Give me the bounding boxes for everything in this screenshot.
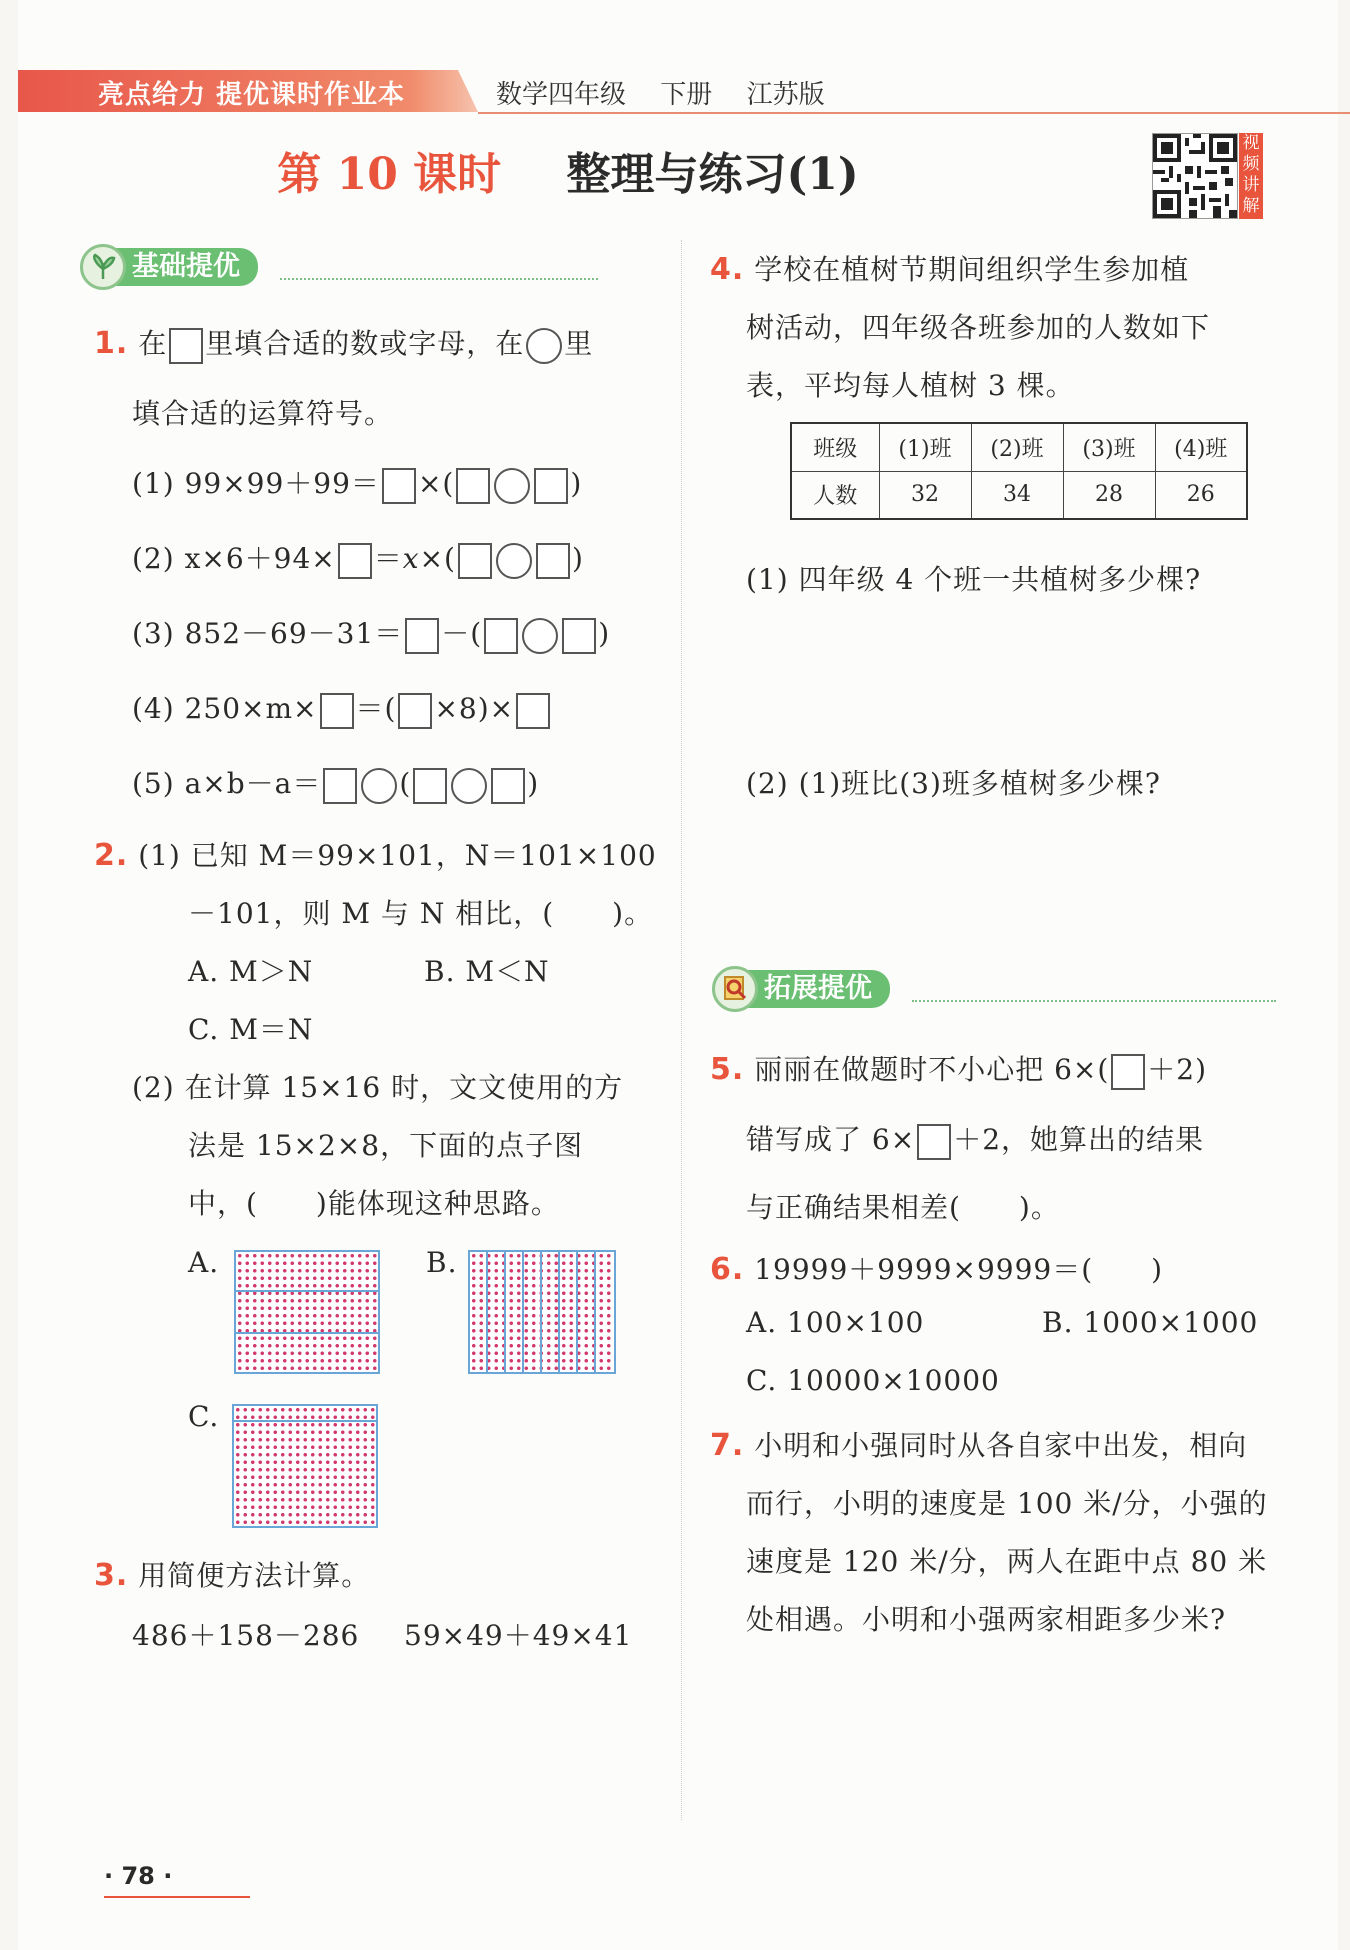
operator-circle[interactable] — [361, 768, 397, 804]
answer-box[interactable] — [536, 543, 570, 579]
answer-box[interactable] — [413, 768, 447, 804]
q4-sub1: (1) 四年级 4 个班一共植树多少棵? — [746, 563, 1202, 596]
section-divider — [280, 278, 598, 280]
grade-label: 数学四年级 — [496, 80, 627, 110]
answer-box[interactable] — [534, 468, 568, 504]
q3-expr-2: 59×49＋49×41 — [404, 1619, 633, 1652]
class-count-table — [790, 422, 1248, 520]
grid-label-a: A. — [188, 1246, 220, 1279]
q5-text-d: ＋2，她算出的结果 — [953, 1123, 1205, 1156]
grid-b-split — [540, 1250, 542, 1374]
q2-option-a[interactable]: A. M＞N — [188, 955, 314, 988]
item-label: (1) — [132, 467, 175, 500]
q1-stem-c: 里 — [564, 327, 594, 360]
answer-box[interactable] — [338, 543, 372, 579]
answer-box[interactable] — [1111, 1054, 1145, 1090]
q7-line3: 速度是 120 米/分，两人在距中点 80 米 — [746, 1545, 1268, 1578]
operator-circle[interactable] — [496, 543, 532, 579]
section-extend — [712, 966, 1278, 1012]
grid-b-split — [486, 1250, 488, 1374]
q3-number: 3. — [94, 1558, 129, 1593]
page-title — [18, 138, 1118, 202]
q7-line1 — [710, 1424, 1247, 1464]
item-expr: 852－69－31＝ — [184, 617, 404, 650]
answer-box[interactable] — [398, 693, 432, 729]
answer-circle-sample — [526, 328, 562, 364]
table-row — [791, 471, 1247, 519]
answer-box[interactable] — [484, 618, 518, 654]
item-expr: x×6＋94× — [184, 542, 336, 575]
dot-grid-a[interactable] — [234, 1250, 380, 1374]
lesson-number: 第 10 课时 — [277, 149, 502, 200]
q7-number: 7. — [710, 1428, 745, 1463]
answer-box[interactable] — [516, 693, 550, 729]
grid-b-split — [504, 1250, 506, 1374]
answer-box-sample — [169, 328, 203, 364]
grid-label-b: B. — [426, 1246, 458, 1279]
table-header-cell: (4)班 — [1155, 423, 1247, 471]
lesson-name: 整理与练习(1) — [566, 149, 859, 200]
q4-sub2: (2) (1)班比(3)班多植树多少棵? — [746, 767, 1161, 800]
q1-item-4: (4) 250×m× ＝( ×8)× — [132, 687, 552, 729]
q1-item-2: (2) x×6＋94× ＝x×( ) — [132, 537, 584, 579]
answer-box[interactable] — [491, 768, 525, 804]
q1-number: 1. — [94, 326, 129, 361]
table-header-cell: 班级 — [791, 423, 879, 471]
q2-option-c[interactable]: C. M＝N — [188, 1013, 314, 1046]
item-expr: 250×m× — [184, 692, 318, 725]
q6-number: 6. — [710, 1252, 745, 1287]
operator-circle[interactable] — [522, 618, 558, 654]
grid-b-split — [576, 1250, 578, 1374]
table-header-cell: (2)班 — [971, 423, 1063, 471]
q2-part1-line2: －101，则 M 与 N 相比，( )。 — [188, 897, 654, 930]
table-cell: 26 — [1155, 471, 1247, 519]
q1-stem-line1 — [94, 322, 593, 364]
section-extend-label: 拓展提优 — [742, 970, 890, 1008]
q7-text: 小明和小强同时从各自家中出发，相向 — [754, 1429, 1248, 1462]
q4-line2: 树活动，四年级各班参加的人数如下 — [746, 311, 1211, 344]
q3-expr-1: 486＋158－286 — [132, 1619, 360, 1652]
q5-text-a: 丽丽在做题时不小心把 6×( — [754, 1053, 1110, 1086]
operator-circle[interactable] — [494, 468, 530, 504]
grid-b-split — [594, 1250, 596, 1374]
edition-label: 江苏版 — [746, 80, 825, 110]
table-cell: 34 — [971, 471, 1063, 519]
q2-option-b[interactable]: B. M＜N — [424, 955, 550, 988]
answer-box[interactable] — [323, 768, 357, 804]
grid-c-split — [232, 1420, 378, 1422]
answer-box[interactable] — [320, 693, 354, 729]
q5-line1 — [710, 1048, 1207, 1090]
table-row-label: 人数 — [791, 471, 879, 519]
workbook-page — [18, 0, 1338, 1950]
grid-b-split — [558, 1250, 560, 1374]
grid-a-split — [234, 1290, 380, 1292]
dot-grid-c[interactable] — [232, 1404, 378, 1528]
q4-line1 — [710, 248, 1189, 288]
q3-text: 用简便方法计算。 — [138, 1559, 371, 1592]
item-expr: a×b－a＝ — [184, 767, 322, 800]
video-tag[interactable]: 视频讲解 — [1239, 133, 1263, 219]
q5-text-c: 错写成了 6× — [746, 1123, 916, 1156]
q1-stem-a: 在 — [138, 327, 168, 360]
q2-part2-line2: 法是 15×2×8，下面的点子图 — [188, 1129, 584, 1162]
q2-part2-line1: (2) 在计算 15×16 时，文文使用的方 — [132, 1071, 624, 1104]
book-meta — [496, 74, 851, 111]
q7-line4: 处相遇。小明和小强两家相距多少米? — [746, 1603, 1227, 1636]
q4-text: 学校在植树节期间组织学生参加植 — [754, 253, 1190, 286]
q5-number: 5. — [710, 1052, 745, 1087]
grid-label-c: C. — [188, 1400, 220, 1433]
answer-box[interactable] — [382, 468, 416, 504]
q6-stem — [710, 1248, 1163, 1288]
q4-number: 4. — [710, 252, 745, 287]
table-header-cell: (3)班 — [1063, 423, 1155, 471]
q5-line3: 与正确结果相差( )。 — [746, 1191, 1060, 1224]
item-label: (5) — [132, 767, 175, 800]
column-divider — [681, 240, 682, 1820]
answer-box[interactable] — [456, 468, 490, 504]
q1-stem-line2: 填合适的运算符号。 — [132, 397, 394, 430]
table-cell: 28 — [1063, 471, 1155, 519]
q2-part2-line3: 中，( )能体现这种思路。 — [188, 1187, 560, 1220]
answer-box[interactable] — [917, 1124, 951, 1160]
page-number-underline — [104, 1896, 250, 1898]
volume-label: 下册 — [660, 80, 713, 110]
q7-line2: 而行，小明的速度是 100 米/分，小强的 — [746, 1487, 1268, 1520]
q6-option-b[interactable]: B. 1000×1000 — [1042, 1306, 1259, 1339]
q2-part1-line1 — [94, 834, 657, 874]
section-divider — [912, 1000, 1276, 1002]
q1-item-5: (5) a×b－a＝ ( ) — [132, 762, 539, 804]
q6-option-c[interactable]: C. 10000×10000 — [746, 1364, 1000, 1397]
q3-stem — [94, 1554, 370, 1594]
q1-item-1: (1) 99×99＋99＝ ×( ) — [132, 462, 582, 504]
answer-box[interactable] — [458, 543, 492, 579]
q1-stem-b: 里填合适的数或字母，在 — [205, 327, 525, 360]
item-label: (4) — [132, 692, 175, 725]
answer-box[interactable] — [562, 618, 596, 654]
series-title: 亮点给力 提优课时作业本 — [98, 80, 406, 110]
grid-a-split — [234, 1332, 380, 1334]
item-expr: 99×99＋99＝ — [184, 467, 380, 500]
table-header-cell: (1)班 — [879, 423, 971, 471]
section-basic — [80, 244, 600, 290]
grid-b-split — [522, 1250, 524, 1374]
q6-option-a[interactable]: A. 100×100 — [746, 1306, 925, 1339]
table-header-row — [791, 423, 1247, 471]
q4-line3: 表，平均每人植树 3 棵。 — [746, 369, 1075, 402]
qr-code-icon[interactable] — [1152, 133, 1238, 219]
q2-number: 2. — [94, 838, 129, 873]
q6-text: 19999＋9999×9999＝( ) — [754, 1253, 1164, 1286]
page-number: · 78 · — [104, 1862, 173, 1890]
item-label: (3) — [132, 617, 175, 650]
magnifier-icon — [712, 966, 758, 1012]
header-rule — [478, 112, 1350, 114]
operator-circle[interactable] — [451, 768, 487, 804]
q5-line2 — [746, 1118, 1204, 1160]
section-basic-label: 基础提优 — [110, 248, 258, 286]
answer-box[interactable] — [405, 618, 439, 654]
q1-item-3: (3) 852－69－31＝ －( ) — [132, 612, 610, 654]
table-cell: 32 — [879, 471, 971, 519]
plant-icon — [80, 244, 126, 290]
q2-p1-text: (1) 已知 M＝99×101，N＝101×100 — [138, 839, 657, 872]
item-label: (2) — [132, 542, 175, 575]
q5-text-b: ＋2) — [1147, 1053, 1208, 1086]
